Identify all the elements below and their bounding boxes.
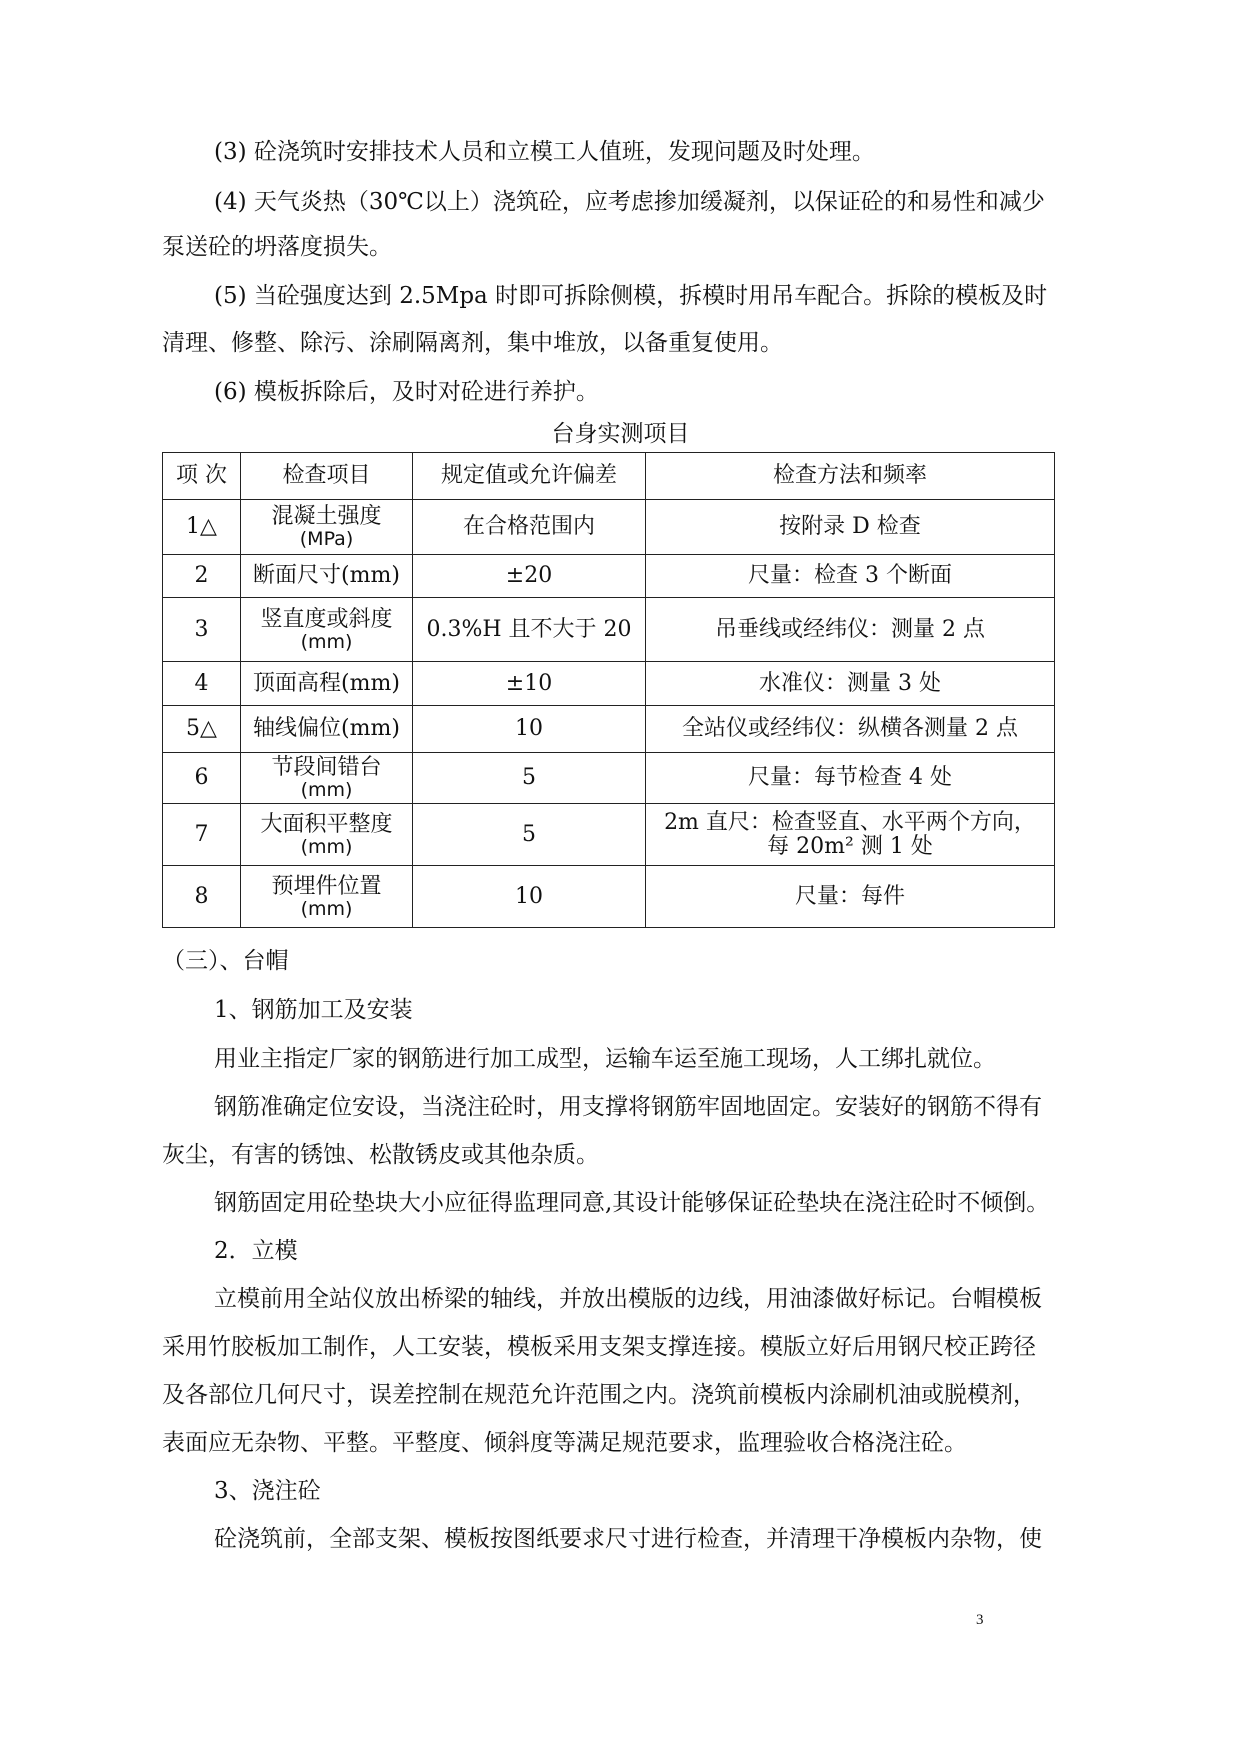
cell-spec: 10: [413, 706, 646, 753]
cell-spec: 在合格范围内: [413, 500, 646, 555]
inspection-table: [162, 452, 1055, 928]
paragraph: 砼浇筑前，全部支架、模板按图纸要求尺寸进行检查，并清理干净模板内杂物，使: [214, 1526, 1042, 1552]
cell-no: 1△: [163, 500, 241, 555]
cell-method: 全站仪或经纬仪：纵横各测量 2 点: [646, 706, 1055, 753]
cell-method: [646, 804, 1055, 866]
cell-no: 3: [163, 598, 241, 662]
cell-spec: ±20: [413, 555, 646, 598]
cell-item: [241, 866, 413, 928]
table-header-row: [163, 453, 1055, 500]
cell-no: 8: [163, 866, 241, 928]
subsection-heading: 1、钢筋加工及安装: [214, 997, 413, 1023]
cell-no: 4: [163, 662, 241, 706]
cell-no: 2: [163, 555, 241, 598]
paragraph: 钢筋准确定位安设，当浇注砼时，用支撑将钢筋牢固地固定。安装好的钢筋不得有: [214, 1094, 1042, 1120]
header-no: 项 次: [163, 453, 241, 500]
table-row: [163, 500, 1055, 555]
paragraph-continuation: 采用竹胶板加工制作，人工安装，模板采用支架支撑连接。模版立好后用钢尺校正跨径: [162, 1334, 1036, 1360]
cell-item: 轴线偏位(mm): [241, 706, 413, 753]
cell-method: 尺量：每件: [646, 866, 1055, 928]
cell-spec: 0.3%H 且不大于 20: [413, 598, 646, 662]
cell-method: 尺量：检查 3 个断面: [646, 555, 1055, 598]
header-item: 检查项目: [241, 453, 413, 500]
item-unit: (MPa): [299, 528, 354, 550]
cell-method: 按附录 D 检查: [646, 500, 1055, 555]
paragraph: (5) 当砼强度达到 2.5Mpa 时即可拆除侧模，拆模时用吊车配合。拆除的模板及时: [214, 283, 1048, 309]
cell-spec: 5: [413, 804, 646, 866]
cell-item: 断面尺寸(mm): [241, 555, 413, 598]
cell-no: 5△: [163, 706, 241, 753]
cell-spec: 5: [413, 753, 646, 804]
table-row: [163, 753, 1055, 804]
item-name: 混凝土强度: [271, 504, 382, 529]
item-unit: (mm): [300, 835, 353, 858]
paragraph: 立模前用全站仪放出桥梁的轴线，并放出模版的边线，用油漆做好标记。台帽模板: [214, 1286, 1042, 1312]
table-row: [163, 598, 1055, 662]
paragraph-continuation: 表面应无杂物、平整。平整度、倾斜度等满足规范要求，监理验收合格浇注砼。: [162, 1430, 967, 1456]
method-line: 2m 直尺：检查竖直、水平两个方向，: [664, 809, 1036, 835]
cell-no: 6: [163, 753, 241, 804]
paragraph: 钢筋固定用砼垫块大小应征得监理同意,其设计能够保证砼垫块在浇注砼时不倾倒。: [214, 1190, 1050, 1216]
paragraph-continuation: 灰尘，有害的锈蚀、松散锈皮或其他杂质。: [162, 1142, 599, 1168]
cell-item: [241, 753, 413, 804]
cell-spec: ±10: [413, 662, 646, 706]
cell-item: [241, 500, 413, 555]
paragraph: (3) 砼浇筑时安排技术人员和立模工人值班，发现问题及时处理。: [214, 139, 875, 165]
method-line: 每 20m² 测 1 处: [767, 833, 933, 859]
paragraph-continuation: 清理、修整、除污、涂刷隔离剂，集中堆放，以备重复使用。: [162, 330, 783, 356]
paragraph: (6) 模板拆除后，及时对砼进行养护。: [214, 379, 599, 405]
item-name: 竖直度或斜度: [260, 606, 393, 632]
header-spec: 规定值或允许偏差: [413, 453, 646, 500]
table-row: [163, 662, 1055, 706]
paragraph-continuation: 泵送砼的坍落度损失。: [162, 234, 392, 260]
cell-method: 尺量：每节检查 4 处: [646, 753, 1055, 804]
header-method: 检查方法和频率: [646, 453, 1055, 500]
section-heading: （三）、台帽: [162, 948, 289, 974]
item-name: 大面积平整度: [260, 811, 393, 837]
subsection-heading: 3、浇注砼: [214, 1478, 321, 1504]
table-row: [163, 804, 1055, 866]
paragraph: 用业主指定厂家的钢筋进行加工成型，运输车运至施工现场，人工绑扎就位。: [214, 1046, 996, 1072]
item-name: 节段间错台: [271, 755, 382, 780]
cell-item: 顶面高程(mm): [241, 662, 413, 706]
table-row: [163, 555, 1055, 598]
table-title: 台身实测项目: [551, 421, 690, 447]
subsection-heading: 2．立模: [214, 1238, 298, 1264]
cell-method: 吊垂线或经纬仪：测量 2 点: [646, 598, 1055, 662]
cell-item: [241, 598, 413, 662]
table-row: [163, 706, 1055, 753]
item-unit: (mm): [300, 630, 353, 653]
paragraph: (4) 天气炎热（30℃以上）浇筑砼，应考虑掺加缓凝剂，以保证砼的和易性和减少: [214, 189, 1045, 215]
paragraph-continuation: 及各部位几何尺寸，误差控制在规范允许范围之内。浇筑前模板内涂刷机油或脱模剂，: [162, 1382, 1036, 1408]
item-unit: (mm): [300, 897, 353, 920]
cell-spec: 10: [413, 866, 646, 928]
cell-no: 7: [163, 804, 241, 866]
cell-item: [241, 804, 413, 866]
cell-method: 水准仪：测量 3 处: [646, 662, 1055, 706]
page-number: 3: [976, 1612, 984, 1628]
item-name: 预埋件位置: [271, 873, 382, 899]
table-row: [163, 866, 1055, 928]
item-unit: (mm): [300, 779, 353, 801]
